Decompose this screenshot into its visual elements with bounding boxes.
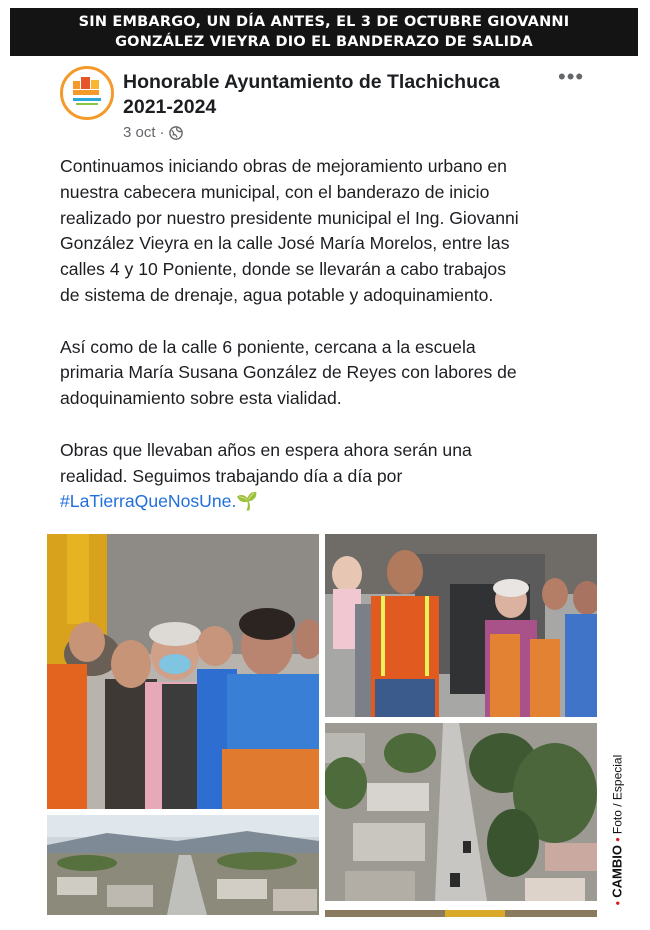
more-icon[interactable]: ••• (558, 64, 585, 89)
municipality-logo-icon (65, 71, 109, 115)
globe-icon (169, 126, 183, 140)
page-name-line-1: Honorable Ayuntamiento de Tlachichuca (123, 71, 500, 93)
photo-grid (47, 534, 599, 924)
headline-line-1: SIN EMBARGO, UN DÍA ANTES, EL 3 DE OCTUBRE GIOVANNI (78, 14, 570, 30)
page-name[interactable] (123, 70, 563, 120)
post-header (0, 62, 650, 152)
post-date[interactable]: 3 oct (123, 124, 156, 141)
post-body (60, 154, 600, 541)
headline-line-2: GONZÁLEZ VIEYRA DIO EL BANDERAZO DE SALIDA (115, 34, 533, 50)
photo-strip-bottom[interactable] (325, 907, 597, 917)
post-meta (123, 124, 183, 141)
p1-line: González Vieyra en la calle José María Morelos, entre las (60, 233, 510, 254)
p1-line: Continuamos iniciando obras de mejoramiento urbano en (60, 156, 507, 176)
p1-line: realizado por nuestro presidente municipal el Ing. Giovanni (60, 207, 519, 228)
p2-line: primaria María Susana González de Reyes con labores de (60, 362, 517, 383)
photo-town-panorama[interactable] (47, 815, 319, 915)
credit-bullet-2: • (610, 837, 625, 842)
photo-credit-text (610, 755, 625, 906)
p2-line: adoquinamiento sobre esta vialidad. (60, 388, 342, 409)
credit-brand: CAMBIO (609, 845, 625, 898)
headline-banner (10, 8, 638, 56)
p1-line: de sistema de drenaje, agua potable y adoquinamiento. (60, 284, 494, 305)
paragraph-1 (60, 154, 600, 309)
photo-aerial-street[interactable] (325, 723, 597, 901)
paragraph-2 (60, 335, 600, 412)
credit-source: Foto / Especial (610, 754, 625, 835)
page-avatar[interactable] (60, 66, 114, 120)
photo-credit (604, 745, 630, 915)
p3-line: Obras que llevaban años en espera ahora serán una (60, 439, 472, 460)
photo-president-group[interactable] (325, 534, 597, 717)
meta-separator: · (159, 124, 165, 141)
hashtag-link[interactable]: #LaTierraQueNosUne. (60, 491, 237, 512)
photo-ceremony-crowd[interactable] (47, 534, 319, 809)
credit-bullet: • (610, 901, 625, 906)
p3-line: realidad. Seguimos trabajando día a día por (60, 465, 403, 486)
page-name-line-2: 2021-2024 (123, 96, 217, 118)
paragraph-3 (60, 438, 600, 515)
sprout-icon: 🌱 (236, 491, 259, 512)
p1-line: calles 4 y 10 Poniente, donde se llevarán a cabo trabajos (60, 259, 507, 280)
p1-line: nuestra cabecera municipal, con el banderazo de inicio (60, 181, 490, 202)
p2-line: Así como de la calle 6 poniente, cercana a la escuela (60, 336, 476, 357)
